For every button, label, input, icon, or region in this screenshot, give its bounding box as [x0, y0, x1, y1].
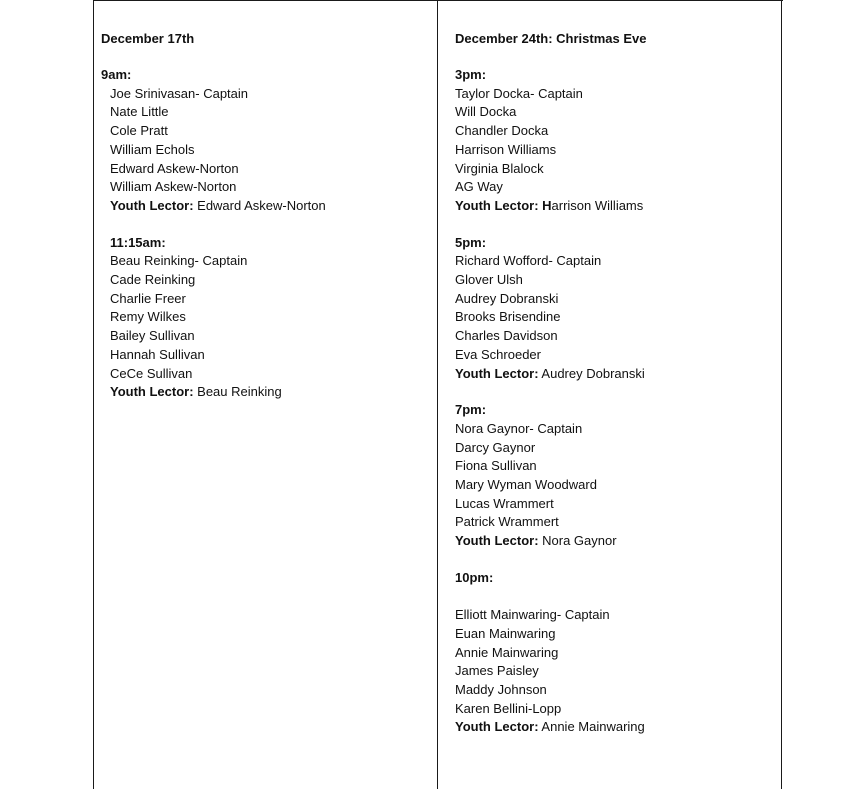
server-name: Will Docka	[455, 104, 517, 120]
server-name: Joe Srinivasan- Captain	[110, 85, 249, 101]
server-name: Virginia Blalock	[455, 160, 544, 176]
youth-lector-name: Beau Reinking	[193, 384, 282, 400]
youth-lector-name: Annie Mainwaring	[538, 719, 645, 735]
youth-lector-label: Youth Lector:	[455, 719, 539, 735]
youth-lector-name: Nora Gaynor	[538, 533, 617, 549]
service-time: 7pm:	[455, 402, 487, 418]
column-title: December 24th: Christmas Eve	[455, 31, 647, 46]
table-right-border	[781, 0, 782, 789]
server-name: Remy Wilkes	[110, 309, 186, 325]
server-name: Annie Mainwaring	[455, 644, 559, 660]
column-divider	[437, 0, 438, 789]
server-name: Elliott Mainwaring- Captain	[455, 607, 610, 623]
server-name: Bailey Sullivan	[110, 328, 195, 344]
youth-lector-name: arrison Williams	[551, 197, 644, 213]
service-time: 9am:	[101, 67, 132, 82]
youth-lector-line	[455, 532, 775, 551]
server-name: James Paisley	[455, 663, 539, 679]
service-time: 5pm:	[455, 234, 487, 250]
youth-lector-label: Youth Lector:	[110, 384, 194, 400]
server-name: Chandler Docka	[455, 123, 549, 139]
youth-lector-line	[110, 197, 431, 216]
blank-line	[455, 588, 775, 607]
youth-lector-label: Youth Lector:	[455, 365, 539, 381]
server-name: Nate Little	[110, 104, 169, 120]
server-name: Richard Wofford- Captain	[455, 253, 602, 269]
youth-lector-name: Edward Askew-Norton	[193, 197, 326, 213]
server-name: Darcy Gaynor	[455, 439, 536, 455]
service-block-5pm	[455, 234, 775, 384]
youth-lector-line	[455, 718, 775, 737]
server-name: Cole Pratt	[110, 123, 168, 139]
server-name: Maddy Johnson	[455, 682, 547, 698]
server-name: Mary Wyman Woodward	[455, 477, 597, 493]
table-left-border	[93, 0, 94, 789]
server-name: Hannah Sullivan	[110, 346, 205, 362]
service-time: 3pm:	[455, 67, 487, 82]
server-name: Charlie Freer	[110, 290, 186, 306]
server-name: Glover Ulsh	[455, 272, 523, 288]
server-name: William Askew-Norton	[110, 179, 237, 195]
server-name: Patrick Wrammert	[455, 514, 559, 530]
youth-lector-label: Youth Lector:	[110, 197, 194, 213]
server-name: Fiona Sullivan	[455, 458, 537, 474]
server-name: Cade Reinking	[110, 272, 196, 288]
server-name: Karen Bellini-Lopp	[455, 700, 562, 716]
server-name: Euan Mainwaring	[455, 625, 556, 641]
youth-lector-line	[455, 365, 775, 384]
youth-lector-name: Audrey Dobranski	[538, 365, 645, 381]
youth-lector-label: Youth Lector: H	[455, 197, 552, 213]
service-block-10pm	[455, 569, 775, 737]
server-name: Brooks Brisendine	[455, 309, 561, 325]
server-name: Harrison Williams	[455, 141, 557, 157]
server-name: Beau Reinking- Captain	[110, 253, 248, 269]
server-name: CeCe Sullivan	[110, 365, 193, 381]
youth-lector-label: Youth Lector:	[455, 533, 539, 549]
youth-lector-line	[110, 383, 431, 402]
service-time: 10pm:	[455, 569, 494, 585]
service-block-3pm	[455, 66, 775, 216]
table-top-border	[93, 0, 783, 1]
server-name: Taylor Docka- Captain	[455, 85, 583, 101]
server-name: Charles Davidson	[455, 328, 558, 344]
service-block-9am	[101, 66, 431, 216]
server-name: Audrey Dobranski	[455, 290, 559, 306]
server-name: Eva Schroeder	[455, 346, 541, 362]
server-name: Lucas Wrammert	[455, 495, 554, 511]
service-time: 11:15am:	[110, 234, 166, 250]
server-name: AG Way	[455, 179, 503, 195]
server-name: Nora Gaynor- Captain	[455, 420, 583, 436]
server-name: Edward Askew-Norton	[110, 160, 239, 176]
service-block-7pm	[455, 401, 775, 551]
column-december-17	[101, 30, 431, 402]
column-title: December 17th	[101, 31, 195, 46]
youth-lector-line	[455, 197, 775, 216]
server-name: William Echols	[110, 141, 195, 157]
column-december-24	[455, 30, 775, 737]
service-block-1115am	[101, 234, 431, 402]
